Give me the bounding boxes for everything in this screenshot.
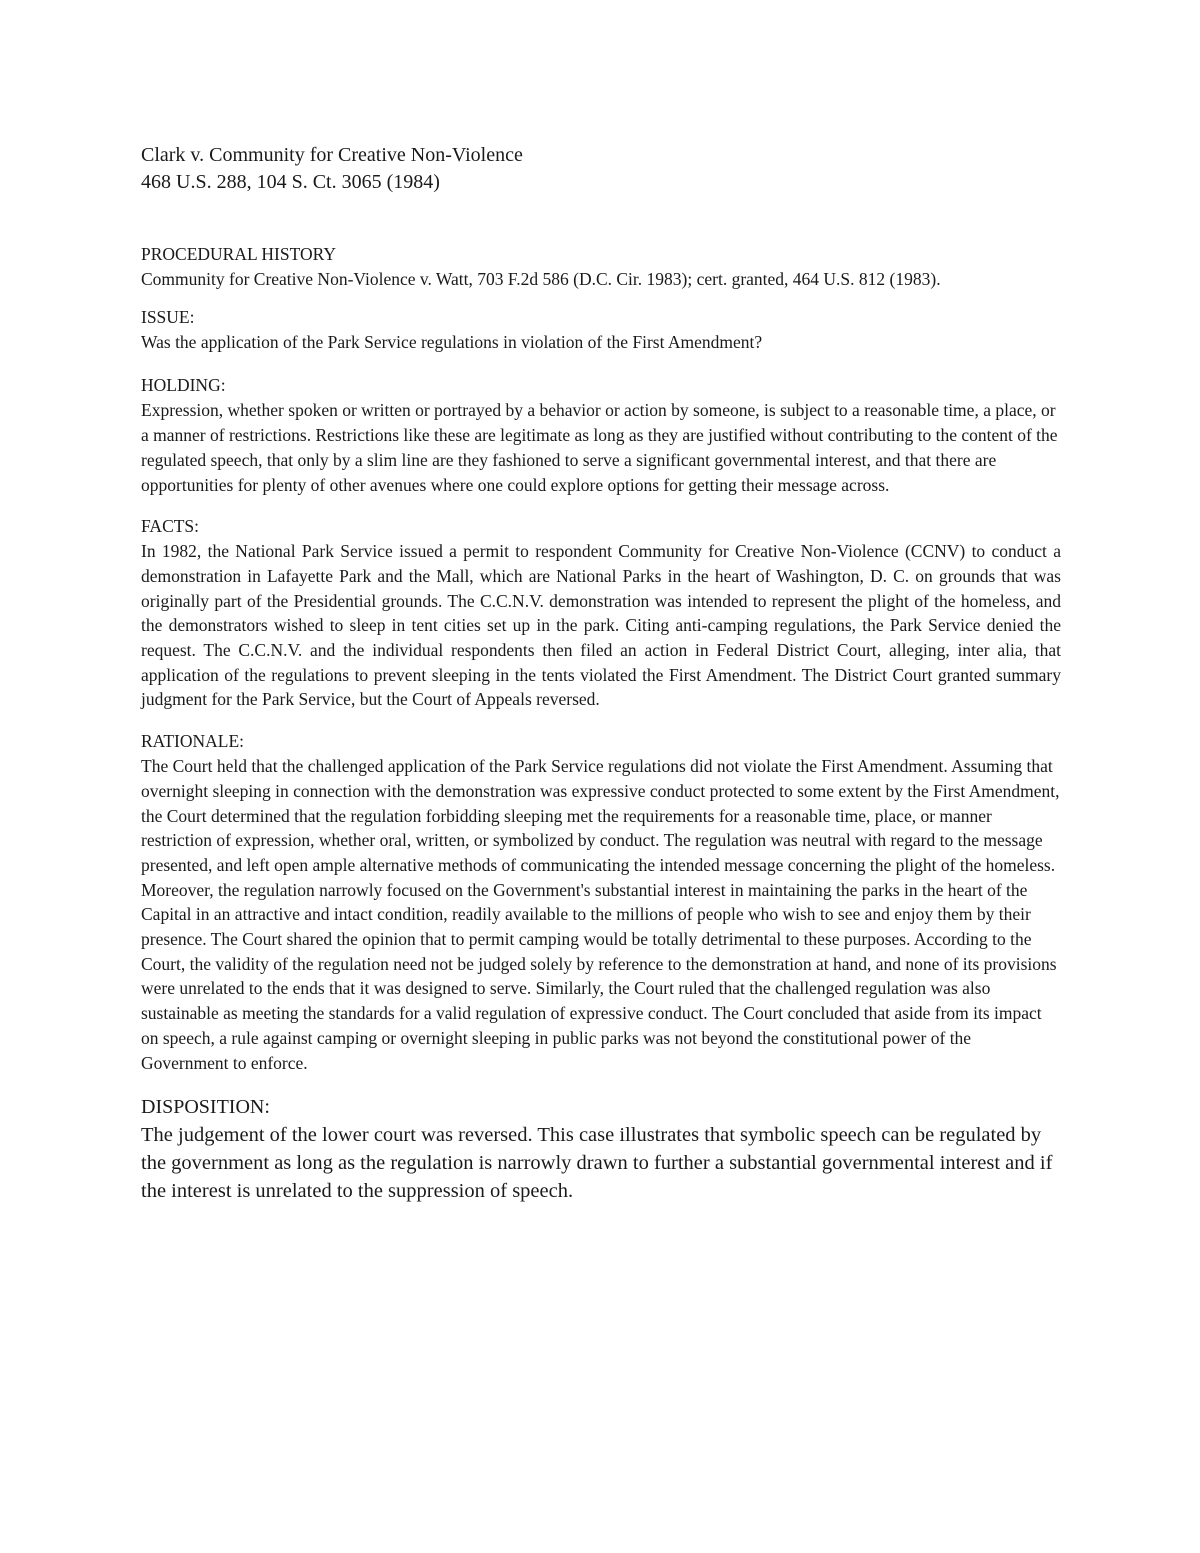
rationale-heading: RATIONALE: — [141, 731, 245, 752]
issue-text: Was the application of the Park Service regulations in violation of the First Amendment? — [141, 331, 763, 352]
procedural-history-section — [141, 242, 1061, 292]
document-page — [141, 142, 1061, 1205]
case-header — [141, 142, 1061, 196]
holding-section — [141, 373, 1061, 497]
case-title: Clark v. Community for Creative Non-Violence — [141, 144, 523, 166]
disposition-text: The judgement of the lower court was reversed. This case illustrates that symbolic speech can be regulated by the government as long as the regulation is narrowly drawn to further a substantial governmental interest and if the interest is unrelated to the suppression of speech. — [141, 1124, 1053, 1203]
disposition-section — [141, 1093, 1061, 1205]
issue-section — [141, 305, 1061, 355]
holding-heading: HOLDING: — [141, 375, 226, 396]
rationale-text: The Court held that the challenged application of the Park Service regulations did not violate the First Amendment. Assuming that overnight sleeping in connection with the demonstration was expressive conduct protected to some extent by the First Amendment, the Court determined that the regulation forbidding sleeping met the requirements for a reasonable time, place, or manner restriction of expression, whether oral, written, or symbolized by conduct. The regulation was neutral with regard to the message presented, and left open ample alternative methods of communicating the intended message concerning the plight of the homeless. Moreover, the regulation narrowly focused on the Government's substantial interest in maintaining the parks in the heart of the Capital in an attractive and intact condition, readily available to the millions of people who wish to see and enjoy them by their presence. The Court shared the opinion that to permit camping would be totally detrimental to these purposes. According to the Court, the validity of the regulation need not be judged solely by reference to the demonstration at hand, and none of its provisions were unrelated to the ends that it was designed to serve. Similarly, the Court ruled that the challenged regulation was also sustainable as meeting the standards for a valid regulation of expressive conduct. The Court concluded that aside from its impact on speech, a rule against camping or overnight sleeping in public parks was not beyond the constitutional power of the Government to enforce. — [141, 756, 1060, 1073]
holding-text: Expression, whether spoken or written or portrayed by a behavior or action by someone, is subject to a reasonable time, a place, or a manner of restrictions. Restrictions like these are legitimate as long as they are justified without contributing to the content of the regulated speech, that only by a slim line are they fashioned to serve a significant governmental interest, and that there are opportunities for plenty of other avenues where one could explore options for getting their message across. — [141, 400, 1058, 495]
facts-section — [141, 514, 1061, 712]
issue-heading: ISSUE: — [141, 306, 195, 327]
facts-heading: FACTS: — [141, 516, 200, 537]
rationale-section — [141, 729, 1061, 1075]
disposition-heading: DISPOSITION: — [141, 1096, 270, 1119]
procedural-history-heading: PROCEDURAL HISTORY — [141, 244, 336, 264]
procedural-history-text: Community for Creative Non-Violence v. Watt, 703 F.2d 586 (D.C. Cir. 1983); cert. granted, 464 U.S. 812 (1983). — [141, 269, 941, 289]
case-citation: 468 U.S. 288, 104 S. Ct. 3065 (1984) — [141, 171, 440, 193]
facts-text: In 1982, the National Park Service issued a permit to respondent Community for Creative Non-Violence (CCNV) to conduct a demonstration in Lafayette Park and the Mall, which are National Parks in the heart of Washington, D. C. on grounds that was originally part of the Presidential grounds. The C.C.N.V. demonstration was intended to represent the plight of the homeless, and the demonstrators wished to sleep in tent cities set up in the park. Citing anti-camping regulations, the Park Service denied the request. The C.C.N.V. and the individual respondents then filed an action in Federal District Court, alleging, inter alia, that application of the regulations to prevent sleeping in the tents violated the First Amendment. The District Court granted summary judgment for the Park Service, but the Court of Appeals reversed. — [141, 541, 1061, 710]
